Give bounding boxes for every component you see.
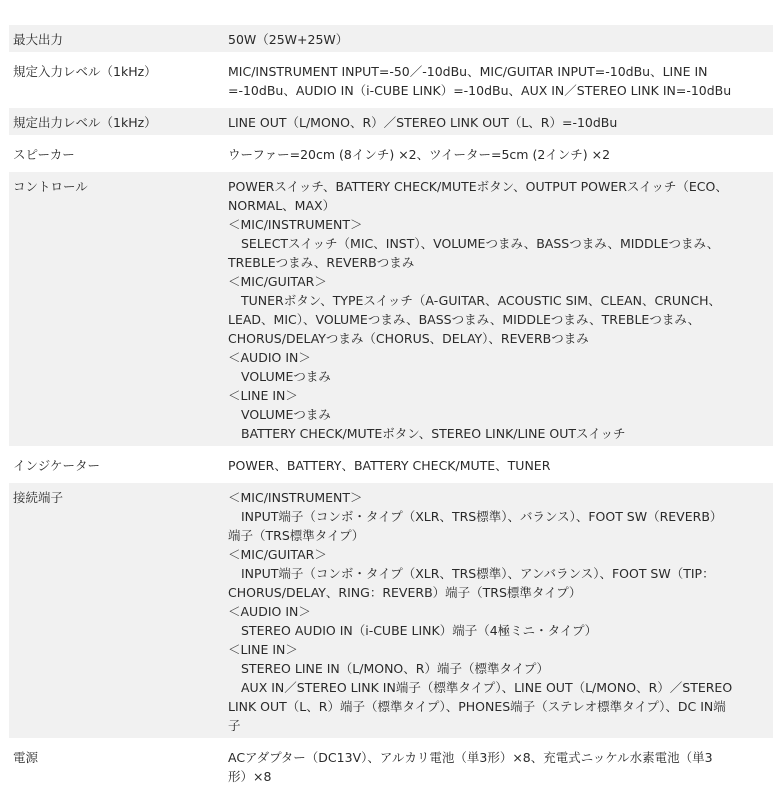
spec-value-line: STEREO LINE IN（L/MONO、R）端子（標準タイプ） [241,661,549,676]
spec-value-line: SELECTスイッチ（MIC、INST）、VOLUMEつまみ、BASSつまみ、MIDDLEつまみ、 [241,236,720,251]
spec-value-line: INPUT端子（コンボ・タイプ（XLR、TRS標準）、バランス）、FOOT SW（REVERB） [241,509,723,524]
spec-value-line: ＜AUDIO IN＞ [228,604,311,619]
spec-row [9,25,773,57]
spec-value-line: TUNERボタン、TYPEスイッチ（A-GUITAR、ACOUSTIC SIM、CLEAN、CRUNCH、 [241,293,722,308]
spec-label: 規定入力レベル（1kHz） [13,64,157,79]
spec-row [9,140,773,172]
spec-value-line: 形）×8 [228,769,272,784]
spec-value-line: ACアダプター（DC13V）、アルカリ電池（単3形）×8、充電式ニッケル水素電池（単3 [228,750,713,765]
spec-value-line: STEREO AUDIO IN（i-CUBE LINK）端子（4極ミニ・タイプ） [241,623,598,638]
spec-value-line: LINK OUT（L、R）端子（標準タイプ）、PHONES端子（ステレオ標準タイプ）、DC IN端 [228,699,726,714]
spec-value [224,483,773,738]
spec-value-line: POWERスイッチ、BATTERY CHECK/MUTEボタン、OUTPUT POWERスイッチ（ECO、 [228,179,728,194]
spec-value-line: ＜MIC/INSTRUMENT＞ [228,217,363,232]
spec-value-line: ＜MIC/GUITAR＞ [228,547,327,562]
spec-label: インジケーター [13,458,100,473]
spec-value-line: 50W（25W+25W） [228,32,349,47]
spec-row [9,57,773,108]
spec-value-line: AUX IN／STEREO LINK IN端子（標準タイプ）、LINE OUT（L/MONO、R）／STEREO [241,680,733,695]
spec-value [224,743,773,789]
spec-value-line: ＜LINE IN＞ [228,388,298,403]
spec-row [9,743,773,794]
spec-value-line: NORMAL、MAX） [228,198,336,213]
spec-value-line: ウーファー=20cm (8インチ) ×2、ツイーター=5cm (2インチ) ×2 [228,147,611,162]
spec-label: コントロール [13,179,88,194]
spec-value-line: ＜MIC/INSTRUMENT＞ [228,490,363,505]
spec-value-line: LEAD、MIC）、VOLUMEつまみ、BASSつまみ、MIDDLEつまみ、TREBLEつまみ、 [228,312,701,327]
spec-row [9,108,773,140]
spec-value-line: CHORUS/DELAY、RING：REVERB）端子（TRS標準タイプ） [228,585,582,600]
spec-value-line: ＜MIC/GUITAR＞ [228,274,327,289]
spec-value-line: VOLUMEつまみ [241,369,331,384]
spec-value-line: CHORUS/DELAYつまみ（CHORUS、DELAY）、REVERBつまみ [228,331,589,346]
spec-value-line: INPUT端子（コンボ・タイプ（XLR、TRS標準）、アンバランス）、FOOT SW（TIP： [241,566,715,581]
spec-table [9,25,773,794]
spec-label: スピーカー [13,147,75,162]
spec-value-line: TREBLEつまみ、REVERBつまみ [228,255,415,270]
spec-row [9,483,773,743]
spec-label: 接続端子 [13,490,64,505]
spec-value-line: 端子（TRS標準タイプ） [228,528,365,543]
spec-value-line: BATTERY CHECK/MUTEボタン、STEREO LINK/LINE OUTスイッチ [241,426,626,441]
spec-value-line: VOLUMEつまみ [241,407,331,422]
spec-value-line: =-10dBu、AUDIO IN（i-CUBE LINK）=-10dBu、AUX IN／STEREO LINK IN=-10dBu [228,83,732,98]
spec-label: 電源 [13,750,39,765]
spec-value [224,451,773,478]
spec-value [224,57,773,103]
spec-value [224,108,773,135]
spec-value-line: LINE OUT（L/MONO、R）／STEREO LINK OUT（L、R）=-10dBu [228,115,618,130]
spec-label: 規定出力レベル（1kHz） [13,115,157,130]
spec-value-line: POWER、BATTERY、BATTERY CHECK/MUTE、TUNER [228,458,551,473]
spec-value-line: ＜AUDIO IN＞ [228,350,311,365]
spec-value [224,25,773,52]
spec-label: 最大出力 [13,32,64,47]
spec-value-line: MIC/INSTRUMENT INPUT=-50／-10dBu、MIC/GUITAR INPUT=-10dBu、LINE IN [228,64,708,79]
spec-value [224,172,773,446]
spec-row [9,172,773,451]
spec-value-line: ＜LINE IN＞ [228,642,298,657]
spec-value [224,140,773,167]
spec-row [9,451,773,483]
spec-value-line: 子 [228,718,241,733]
